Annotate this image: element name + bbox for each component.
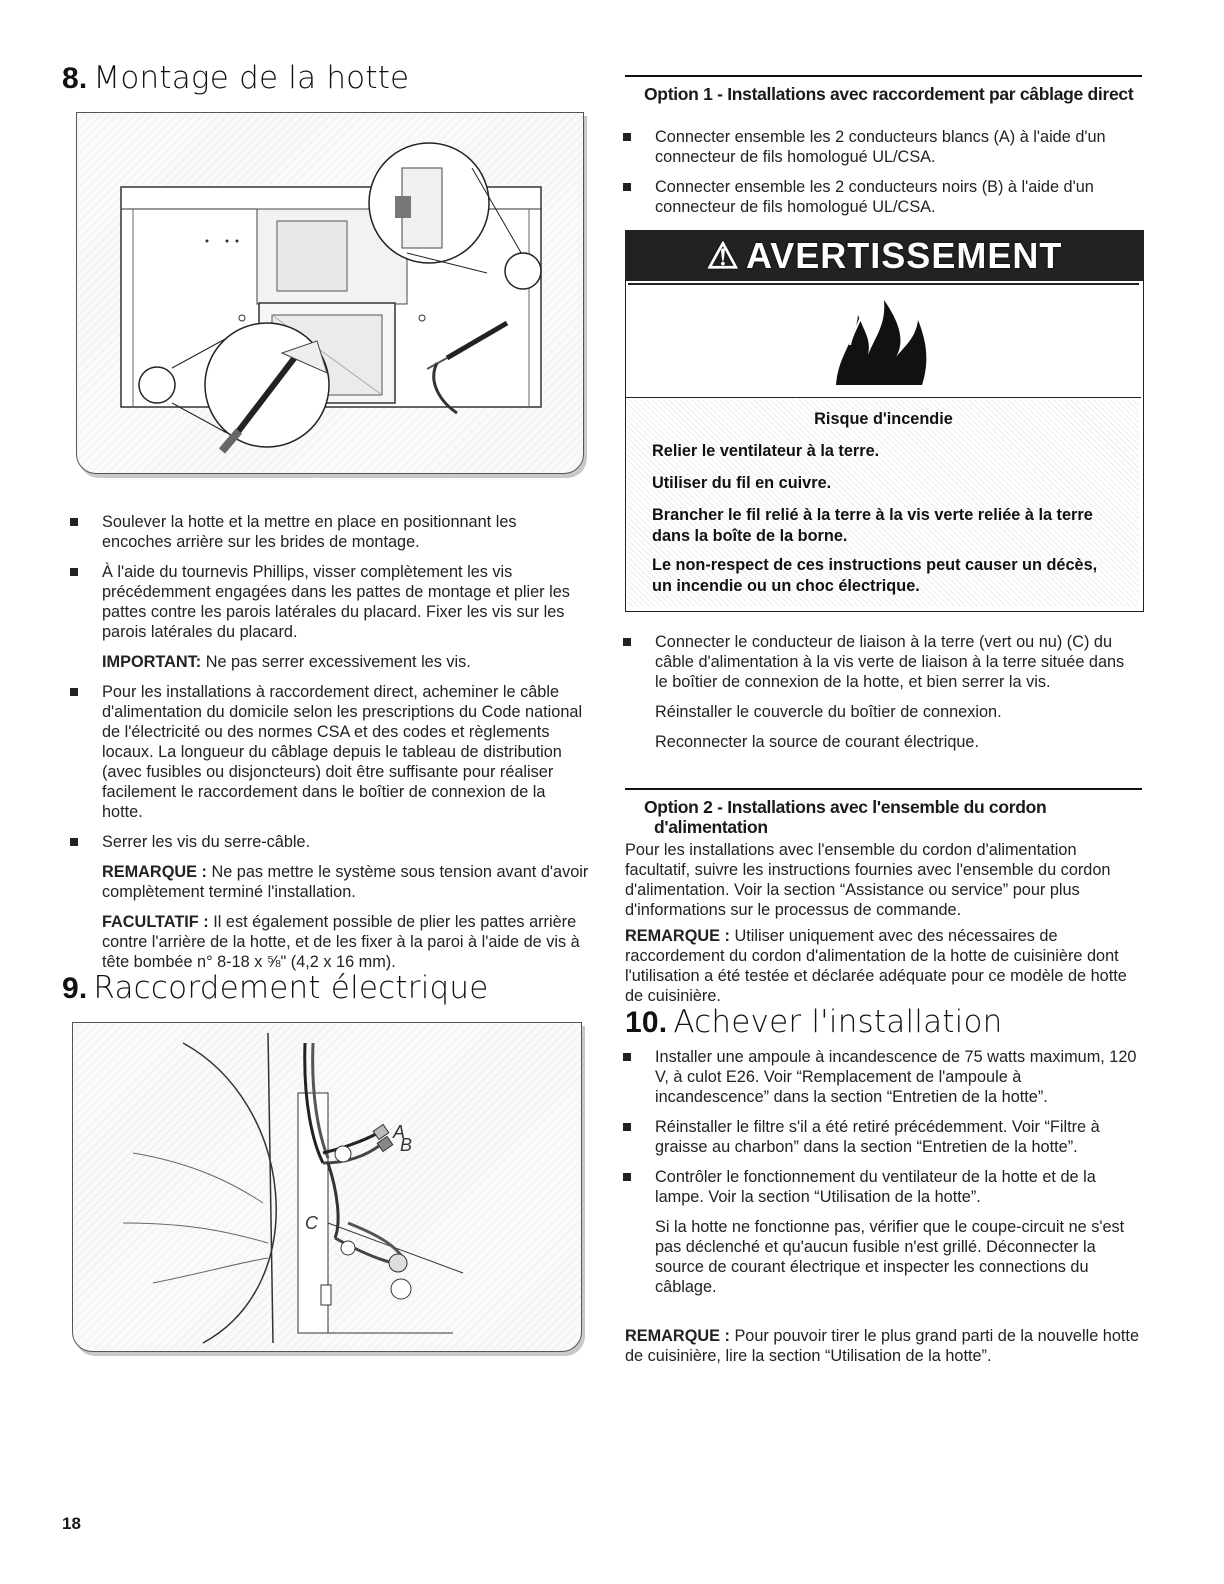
list-item [655,632,1139,692]
bullet-text: Connecter le conducteur de liaison à la terre (vert ou nu) (C) du câble d'alimentation à la vis verte de liaison à la terre située dans le boîtier de connexion de la hotte, et bien serrer la vis. [655,633,1125,691]
list-item [102,512,590,552]
remarque-label: REMARQUE : [625,1327,730,1345]
section-8-body [102,512,590,972]
warning-box [625,230,1144,612]
facultatif-label: FACULTATIF : [102,913,209,931]
bullet-text: Contrôler le fonctionnement du ventilateur de la hotte et de la lampe. Voir la section “Utilisation de la hotte”. [655,1168,1096,1206]
bullet-text: À l'aide du tournevis Phillips, visser complètement les vis précédemment engagées dans les pattes de montage et plier les pattes contre les parois latérales du placard. Fixer les vis sur les parois latérales du placard. [102,563,570,641]
warning-line: Le non-respect de ces instructions peut causer un décès, un incendie ou un choc électrique. [652,556,1098,595]
list-item [655,1047,1139,1107]
section-8-title: Montage de la hotte [93,60,410,96]
remarque-text: Pour pouvoir tirer le plus grand parti de la nouvelle hotte de cuisinière, lire la section “Utilisation de la hotte”. [625,1327,1140,1365]
label-c: C [305,1213,318,1233]
option2-body [625,840,1139,1006]
option1-body [655,127,1139,217]
bullet-square [623,1123,631,1131]
section-10-number: 10. [625,1006,668,1039]
label-b: B [400,1135,413,1155]
bullet-square [70,568,78,576]
hood-mounting-illustration [77,113,583,473]
remarque-note [625,926,1139,1006]
section-8-heading [62,60,409,96]
important-label: IMPORTANT: [102,653,202,671]
bullet-text: Pour les installations à raccordement direct, acheminer le câble d'alimentation du domicile selon les prescriptions du Code national de l'électricité ou des normes CSA et des codes et règlements locaux. La longueur du câblage depuis le tableau de distribution (avec fusibles ou disjoncteurs) doit être suffisante pour réaliser facilement le raccordement dans le boîtier de connexion de la hotte. [102,683,583,821]
warning-heading: Risque d'incendie [814,410,953,428]
bullet-text: Connecter ensemble les 2 conducteurs blancs (A) à l'aide d'un connecteur de fils homologué UL/CSA. [655,128,1106,166]
section-8-number: 8. [62,62,88,95]
bullet-square [70,838,78,846]
warning-symbol-icon: ⚠ [706,235,740,276]
remarque-label: REMARQUE : [102,863,207,881]
list-item [655,127,1139,167]
bullet-square [70,518,78,526]
wiring-illustration [73,1023,581,1351]
fire-icon [826,295,946,390]
warning-line: Brancher le fil relié à la terre à la vis verte reliée à la terre dans la boîte de la borne. [652,506,1093,545]
option2-rule [625,788,1142,790]
warning-banner [626,231,1143,281]
warning-line: Relier le ventilateur à la terre. [652,442,880,460]
remarque-text: Utiliser uniquement avec des nécessaires de raccordement du cordon d'alimentation de la hotte de cuisinière dont l'utilisation a été testée et déclarée adéquate pour ce modèle de hotte de cuisinière. [625,927,1127,1005]
option2-title-line2: d'alimentation [654,817,768,837]
bullet-square [623,133,631,141]
section-9-heading [62,970,489,1006]
bullet-text: Soulever la hotte et la mettre en place en positionnant les encoches arrière sur les brides de montage. [102,513,517,551]
option1-rule [625,75,1142,77]
list-item [102,832,590,852]
list-item [655,177,1139,217]
hood-mounting-figure [76,112,584,474]
bullet-square [70,688,78,696]
section-10-remarque [625,1326,1139,1366]
bullet-text: Connecter ensemble les 2 conducteurs noirs (B) à l'aide d'un connecteur de fils homologué UL/CSA. [655,178,1094,216]
paragraph: Réinstaller le couvercle du boîtier de connexion. [655,703,1002,721]
fire-icon-panel [626,285,1141,398]
warning-title: AVERTISSEMENT [745,235,1063,276]
facultatif-text: Il est également possible de plier les pattes arrière contre l'arrière de la hotte, et de les fixer à la paroi à l'aide de vis à tête bombée n° 8-18 x ⅝" (4,2 x 16 mm). [102,913,580,971]
bullet-square [623,183,631,191]
warning-line: Utiliser du fil en cuivre. [652,474,832,492]
list-item [102,562,590,642]
electrical-connection-figure [72,1022,582,1352]
option2-title [644,797,1138,837]
remarque-label: REMARQUE : [625,927,730,945]
remarque-text: Ne pas mettre le système sous tension avant d'avoir complètement terminé l'installation. [102,863,589,901]
paragraph: Reconnecter la source de courant électrique. [655,733,980,751]
page-number: 18 [62,1514,81,1533]
bullet-square [623,638,631,646]
paragraph: Pour les installations avec l'ensemble du cordon d'alimentation facultatif, suivre les instructions fournies avec l'ensemble du cordon d'alimentation. Voir la section “Assistance ou service” pour plus d'informations sur le processus de commande. [625,841,1111,919]
bullet-text: Réinstaller le filtre s'il a été retiré précédemment. Voir “Filtre à graisse au charbon” dans la section “Entretien de la hotte”. [655,1118,1100,1156]
section-10-body [655,1047,1139,1297]
paragraph: Si la hotte ne fonctionne pas, vérifier que le coupe-circuit ne s'est pas déclenché et qu'aucun fusible n'est grillé. Déconnecter la source de courant électrique et inspecter les connections du câblage. [655,1218,1125,1296]
label-a: A [393,1122,406,1142]
list-item [655,1117,1139,1157]
important-note [102,652,590,672]
section-9-title: Raccordement électrique [93,970,489,1006]
after-warning-body [655,632,1139,752]
remarque-note [102,862,590,902]
bullet-text: Serrer les vis du serre-câble. [102,833,311,851]
section-10-title: Achever l'installation [673,1004,1003,1040]
bullet-square [623,1053,631,1061]
facultatif-note [102,912,590,972]
bullet-square [623,1173,631,1181]
list-item [102,682,590,822]
option1-title: Option 1 - Installations avec raccordement par câblage direct [644,84,1134,104]
option2-title-line1: Option 2 - Installations avec l'ensemble du cordon [644,797,1047,817]
warning-text-panel [628,399,1139,607]
section-9-number: 9. [62,972,88,1005]
bullet-text: Installer une ampoule à incandescence de 75 watts maximum, 120 V, à culot E26. Voir “Remplacement de l'ampoule à incandescence” dans la section “Entretien de la hotte”. [655,1048,1137,1106]
section-10-heading [625,1004,1002,1040]
list-item [655,1167,1139,1207]
important-text: Ne pas serrer excessivement les vis. [201,653,471,671]
